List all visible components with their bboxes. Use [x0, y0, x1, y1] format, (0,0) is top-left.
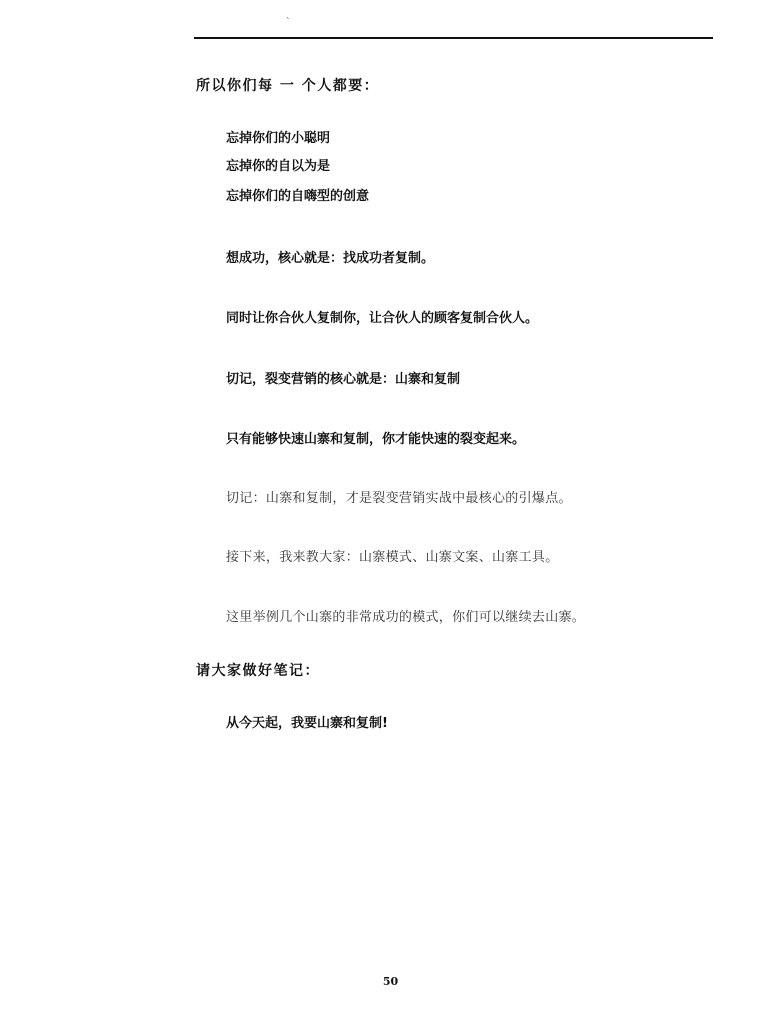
section-heading-notes: 请大家做好笔记：	[196, 663, 320, 679]
remember-ignition-line: 切记：山寨和复制，才是裂变营销实战中最核心的引爆点。	[226, 491, 572, 506]
success-core-line: 想成功，核心就是：找成功者复制。	[226, 251, 435, 266]
header-rule	[194, 37, 713, 39]
section-heading-everyone: 所以你们每 一 个人都要：	[196, 78, 380, 94]
closing-line: 从今天起，我要山寨和复制!	[226, 716, 388, 731]
header-mark: `	[286, 18, 291, 28]
forget-line-2: 忘掉你的自以为是	[226, 159, 331, 174]
fast-fission-line: 只有能够快速山寨和复制，你才能快速的裂变起来。	[226, 432, 526, 447]
forget-line-1: 忘掉你们的小聪明	[226, 131, 331, 146]
partner-copy-line: 同时让你合伙人复制你，让合伙人的顾客复制合伙人。	[226, 311, 539, 326]
examples-line: 这里举例几个山寨的非常成功的模式，你们可以继续去山寨。	[226, 610, 586, 625]
forget-line-3: 忘掉你们的自嗨型的创意	[226, 189, 370, 204]
remember-core-line: 切记，裂变营销的核心就是：山寨和复制	[226, 372, 461, 387]
page-number: 50	[382, 975, 399, 988]
next-teach-line: 接下来，我来教大家：山寨模式、山寨文案、山寨工具。	[226, 550, 559, 565]
